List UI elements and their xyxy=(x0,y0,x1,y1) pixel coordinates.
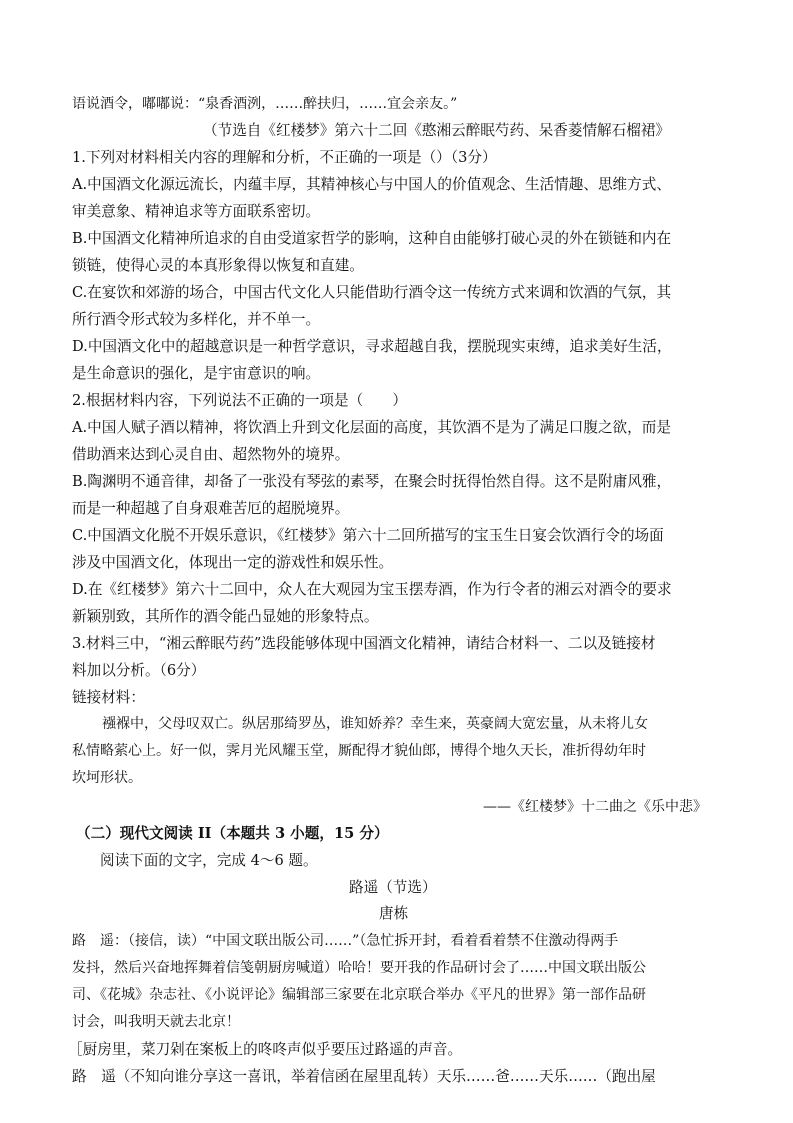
question-2: 2.根据材料内容，下列说法不正确的一项是（ ） xyxy=(72,392,407,409)
option-1b: B.中国酒文化精神所追求的自由受道家哲学的影响，这种自由能够打破心灵的外在锁链和内在 xyxy=(72,230,672,247)
option-2b: B.陶渊明不通音律，却备了一张没有琴弦的素琴，在聚会时抚得怡然自得。这不是附庸风雅， xyxy=(72,473,672,490)
option-2d: D.在《红楼梦》第六十二回中，众人在大观园为宝玉摆寿酒，作为行令者的湘云对酒令的要求 xyxy=(72,581,672,598)
instruction: 阅读下面的文字，完成 4～6 题。 xyxy=(100,852,318,869)
article-title: 路遥（节选） xyxy=(349,879,437,896)
poem-source: ——《红楼梦》十二曲之《乐中悲》 xyxy=(483,799,707,815)
option-2a-cont: 借助酒来达到心灵自由、超然物外的境界。 xyxy=(72,446,350,463)
question-3: 3.材料三中，“湘云醉眠芍药”选段能够体现中国酒文化精神，请结合材料一、二以及链接材 xyxy=(72,635,656,652)
option-1a: A.中国酒文化源远流长，内蕴丰厚，其精神核心与中国人的价值观念、生活情趣、思维方式、 xyxy=(72,176,671,193)
poem-line: 私情略萦心上。好一似，霁月光风耀玉堂，厮配得才貌仙郎，博得个地久天长，准折得幼年时 xyxy=(72,743,646,759)
text-line: 语说酒令，嘟嘟说：“泉香酒洌，……醉扶归，……宜会亲友。” xyxy=(72,96,458,112)
poem-line: 坎坷形状。 xyxy=(72,770,142,786)
article-author: 唐栋 xyxy=(379,905,409,922)
script-line: 讨会，叫我明天就去北京！ xyxy=(72,1014,240,1030)
source-citation: （节选自《红楼梦》第六十二回《憨湘云醉眠芍药、呆香菱情解石榴裙》 xyxy=(203,122,671,139)
option-1d-cont: 是生命意识的强化，是宇宙意识的响。 xyxy=(72,365,321,382)
question-3-cont: 料加以分析。（6分） xyxy=(72,662,206,679)
option-2d-cont: 新颖别致，其所作的酒令能凸显她的形象特点。 xyxy=(72,608,379,625)
link-material-heading: 链接材料： xyxy=(72,689,145,706)
script-line: 发抖，然后兴奋地挥舞着信笺朝厨房喊道）哈哈！要开我的作品研讨会了……中国文联出版公 xyxy=(72,960,646,976)
option-2c: C.中国酒文化脱不开娱乐意识，《红楼梦》第六十二回所描写的宝玉生日宴会饮酒行令的场面 xyxy=(72,527,664,544)
option-2b-cont: 而是一种超越了自身艰难苦厄的超脱境界。 xyxy=(72,500,350,517)
script-line: 路 遥（不知向谁分享这一喜讯，举着信函在屋里乱转）天乐……爸……天乐……（跑出屋 xyxy=(72,1068,656,1085)
option-2a: A.中国人赋子酒以精神，将饮酒上升到文化层面的高度，其饮酒不是为了满足口腹之欲，而是 xyxy=(72,419,671,436)
section-heading: （二）现代文阅读 II（本题共 3 小题，15 分） xyxy=(76,825,389,842)
poem-line: 襁褓中，父母叹双亡。纵居那绮罗丛，谁知娇养？幸生来，英豪阔大宽宏量，从未将儿女 xyxy=(102,716,648,732)
option-1a-cont: 审美意象、精神追求等方面联系密切。 xyxy=(72,203,321,220)
script-line: 路 遥：（接信，读）“中国文联出版公司……”（急忙拆开封，看着看着禁不住激动得两手 xyxy=(72,933,619,949)
stage-direction: ［厨房里，菜刀剁在案板上的咚咚声似乎要压过路遥的声音。 xyxy=(68,1041,463,1058)
option-1d: D.中国酒文化中的超越意识是一种哲学意识，寻求超越自我，摆脱现实束缚，追求美好生活， xyxy=(72,338,672,355)
script-line: 司、《花城》杂志社、《小说评论》编辑部三家要在北京联合举办《平凡的世界》第一部作品研 xyxy=(72,987,646,1003)
option-2c-cont: 涉及中国酒文化，体现出一定的游戏性和娱乐性。 xyxy=(72,554,394,571)
option-1c-cont: 所行酒令形式较为多样化，并不单一。 xyxy=(72,311,321,328)
option-1c: C.在宴饮和郊游的场合，中国古代文化人只能借助行酒令这一传统方式来调和饮酒的气氛，其 xyxy=(72,284,672,301)
option-1b-cont: 锁链，使得心灵的本真形象得以恢复和直建。 xyxy=(72,257,364,274)
question-1: 1.下列对材料相关内容的理解和分析，不正确的一项是（）（3分） xyxy=(72,149,497,166)
